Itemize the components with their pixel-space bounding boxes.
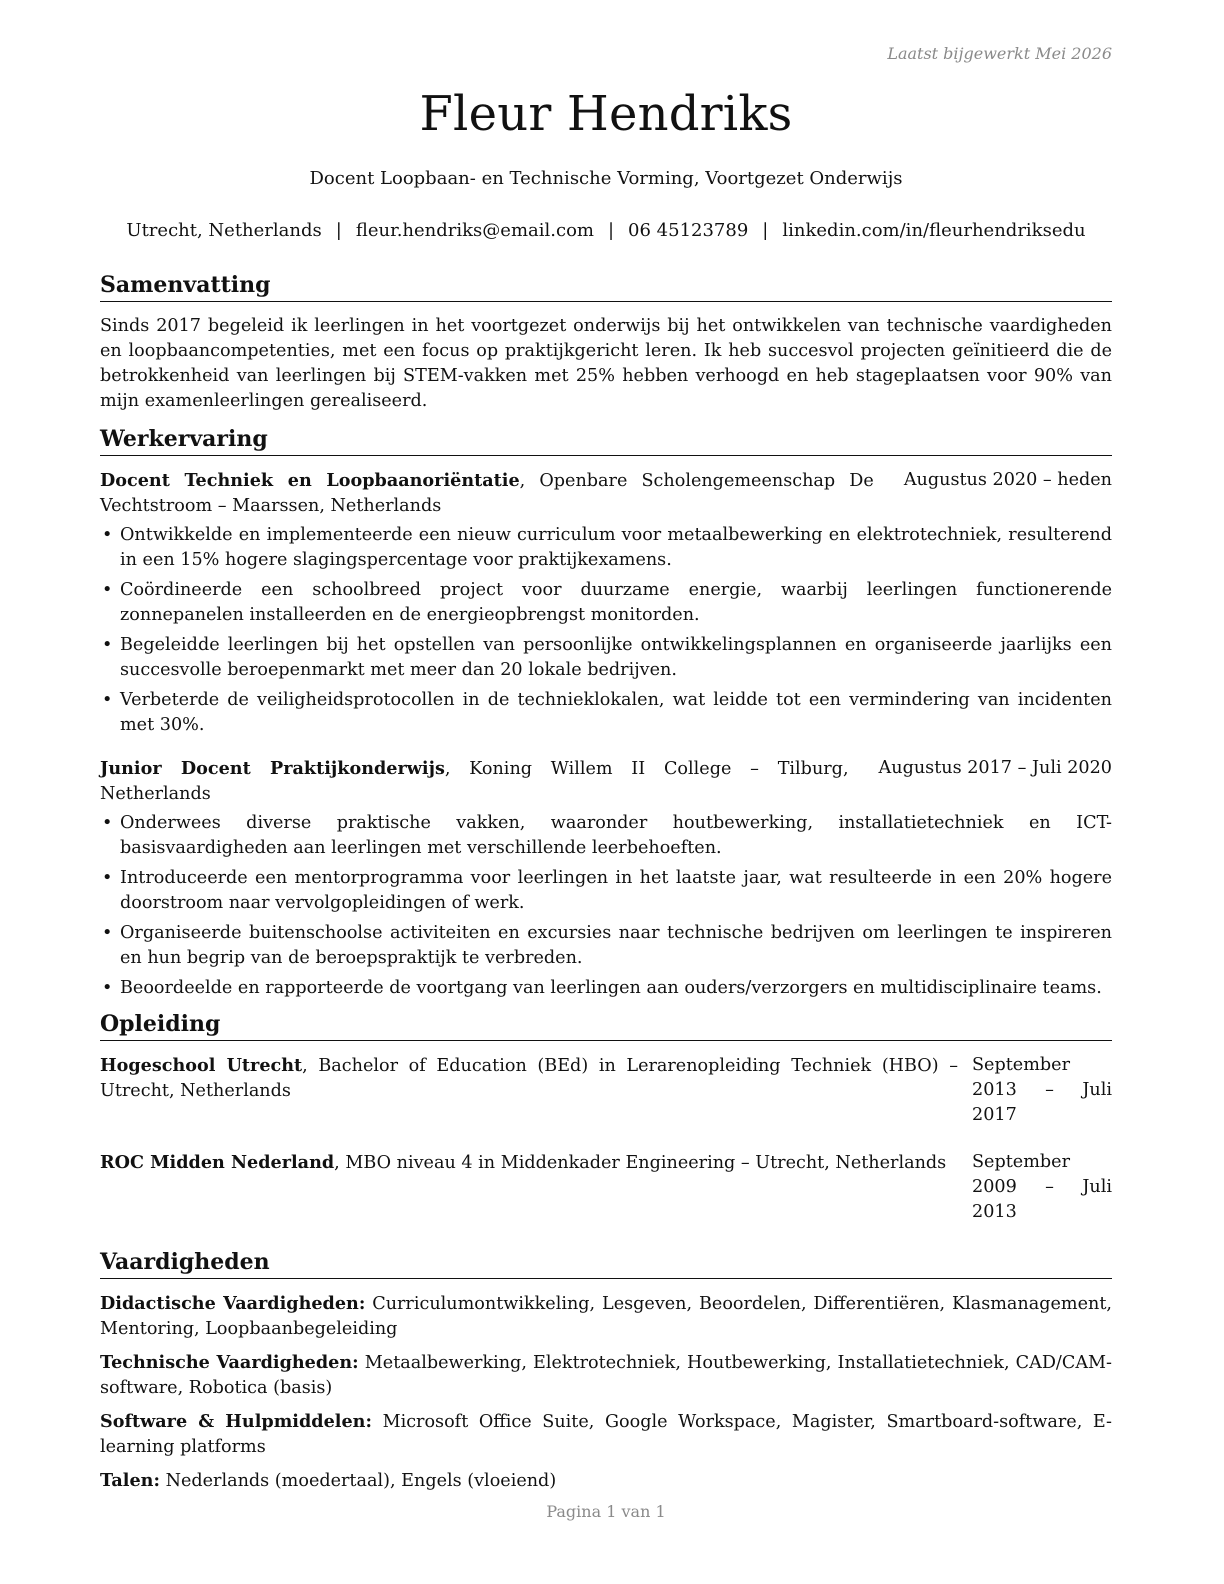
section-heading-education: Opleiding <box>100 1009 1112 1041</box>
education-section <box>100 1009 1112 1225</box>
contact-separator: | <box>762 220 769 241</box>
skill-row <box>100 1409 1112 1460</box>
education-program: , MBO niveau 4 in Middenkader Engineering – Utrecht, Netherlands <box>334 1153 947 1173</box>
skills-section <box>100 1247 1112 1494</box>
skill-values: Metaalbewerking, Elektrotechniek, Houtbewerking, Installatietechniek, CAD/CAM-software, Robotica (basis) <box>100 1353 1112 1398</box>
education-program: , Bachelor of Education (BEd) in Lerarenopleiding Techniek (HBO) – Utrecht, Netherlands <box>100 1056 958 1101</box>
education-entry <box>100 1150 1112 1225</box>
list-item: • Coördineerde een schoolbreed project voor duurzame energie, waarbij leerlingen functionerende zonnepanelen installeerden en de energieopbrengst monitorden. <box>100 578 1112 628</box>
section-heading-experience: Werkervaring <box>100 424 1112 456</box>
list-item: • Verbeterde de veiligheidsprotocollen in de technieklokalen, wat leidde tot een vermindering van incidenten met 30%. <box>100 688 1112 738</box>
summary-section <box>100 270 1112 414</box>
contact-separator: | <box>335 220 342 241</box>
job-position <box>100 756 879 807</box>
job-title: Junior Docent Praktijkonderwijs <box>100 758 445 779</box>
last-updated: Laatst bijgewerkt Mei 2026 <box>887 44 1112 63</box>
skill-label: Technische Vaardigheden: <box>100 1352 359 1373</box>
job-bullets <box>100 811 1112 1001</box>
skill-values: Nederlands (moedertaal), Engels (vloeiend) <box>165 1471 557 1491</box>
job-position <box>100 468 904 519</box>
resume-page <box>100 0 1112 1584</box>
contact-location: Utrecht, Netherlands <box>126 220 322 241</box>
job-dates: Augustus 2017 – Juli 2020 <box>878 758 1112 778</box>
skill-row <box>100 1291 1112 1342</box>
skill-values: Microsoft Office Suite, Google Workspace, Magister, Smartboard-software, E-learning platforms <box>100 1412 1112 1457</box>
job-dates: Augustus 2020 – heden <box>903 470 1112 490</box>
job-entry <box>100 468 1112 738</box>
skill-row <box>100 1350 1112 1401</box>
list-item: • Ontwikkelde en implementeerde een nieuw curriculum voor metaalbewerking en elektrotechniek, resulterend in een 15% hogere slagingspercentage voor praktijkexamens. <box>100 523 1112 573</box>
resume-content <box>100 270 1112 1502</box>
job-organization: , Openbare Scholengemeenschap De Vechtstroom – Maarssen, Netherlands <box>100 471 874 516</box>
candidate-name: Fleur Hendriks <box>419 86 793 142</box>
education-school: Hogeschool Utrecht <box>100 1055 303 1076</box>
job-header <box>100 756 1112 807</box>
section-heading-skills: Vaardigheden <box>100 1247 1112 1279</box>
contact-line <box>60 220 1152 241</box>
section-heading-summary: Samenvatting <box>100 270 1112 302</box>
list-item: • Introduceerde een mentorprogramma voor leerlingen in het laatste jaar, wat resulteerde in een 20% hogere doorstroom naar vervolgopleidingen of werk. <box>100 866 1112 916</box>
list-item: • Beoordeelde en rapporteerde de voortgang van leerlingen aan ouders/verzorgers en multidisciplinaire teams. <box>100 976 1112 1001</box>
contact-phone: 06 45123789 <box>628 220 749 241</box>
education-dates: September 2013 – Juli 2017 <box>972 1055 1112 1125</box>
candidate-headline: Docent Loopbaan- en Technische Vorming, Voortgezet Onderwijs <box>309 168 903 189</box>
education-dates: September 2009 – Juli 2013 <box>972 1152 1112 1222</box>
summary-text: Sinds 2017 begeleid ik leerlingen in het voortgezet onderwijs bij het ontwikkelen van technische vaardigheden en loopbaancompetenties, met een focus op praktijkgericht leren. Ik heb succesvol projecten geïnitieerd die de betrokkenheid van leerlingen bij STEM-vakken met 25% hebben verhoogd en heb stageplaatsen voor 90% van mijn examenleerlingen gerealiseerd. <box>100 316 1112 411</box>
skill-values: Curriculumontwikkeling, Lesgeven, Beoordelen, Differentiëren, Klasmanagement, Mentoring, Loopbaanbegeleiding <box>100 1294 1113 1339</box>
job-title: Docent Techniek en Loopbaanoriëntatie <box>100 470 520 491</box>
job-bullets <box>100 523 1112 738</box>
education-detail <box>100 1150 972 1225</box>
education-entry <box>100 1053 1112 1128</box>
page-number: Pagina 1 van 1 <box>546 1502 666 1521</box>
contact-separator: | <box>607 220 615 241</box>
list-item: • Organiseerde buitenschoolse activiteiten en excursies naar technische bedrijven om leerlingen te inspireren en hun begrip van de beroepspraktijk te verbreden. <box>100 921 1112 971</box>
contact-email[interactable]: fleur.hendriks@email.com <box>355 220 594 241</box>
contact-linkedin[interactable]: linkedin.com/in/fleurhendriksedu <box>782 220 1086 241</box>
skill-label: Software & Hulpmiddelen: <box>100 1411 372 1432</box>
job-organization: , Koning Willem II College – Tilburg, Netherlands <box>100 759 849 804</box>
skill-row <box>100 1468 1112 1494</box>
job-entry <box>100 756 1112 1001</box>
job-header <box>100 468 1112 519</box>
list-item: • Onderwees diverse praktische vakken, waaronder houtbewerking, installatietechniek en ICT-basisvaardigheden aan leerlingen met verschillende leerbehoeften. <box>100 811 1112 861</box>
list-item: • Begeleidde leerlingen bij het opstellen van persoonlijke ontwikkelingsplannen en organiseerde jaarlijks een succesvolle beroepenmarkt met meer dan 20 lokale bedrijven. <box>100 633 1112 683</box>
experience-section <box>100 424 1112 1001</box>
skill-label: Didactische Vaardigheden: <box>100 1293 366 1314</box>
education-school: ROC Midden Nederland <box>100 1152 335 1173</box>
education-detail <box>100 1053 972 1128</box>
skill-label: Talen: <box>100 1470 160 1491</box>
